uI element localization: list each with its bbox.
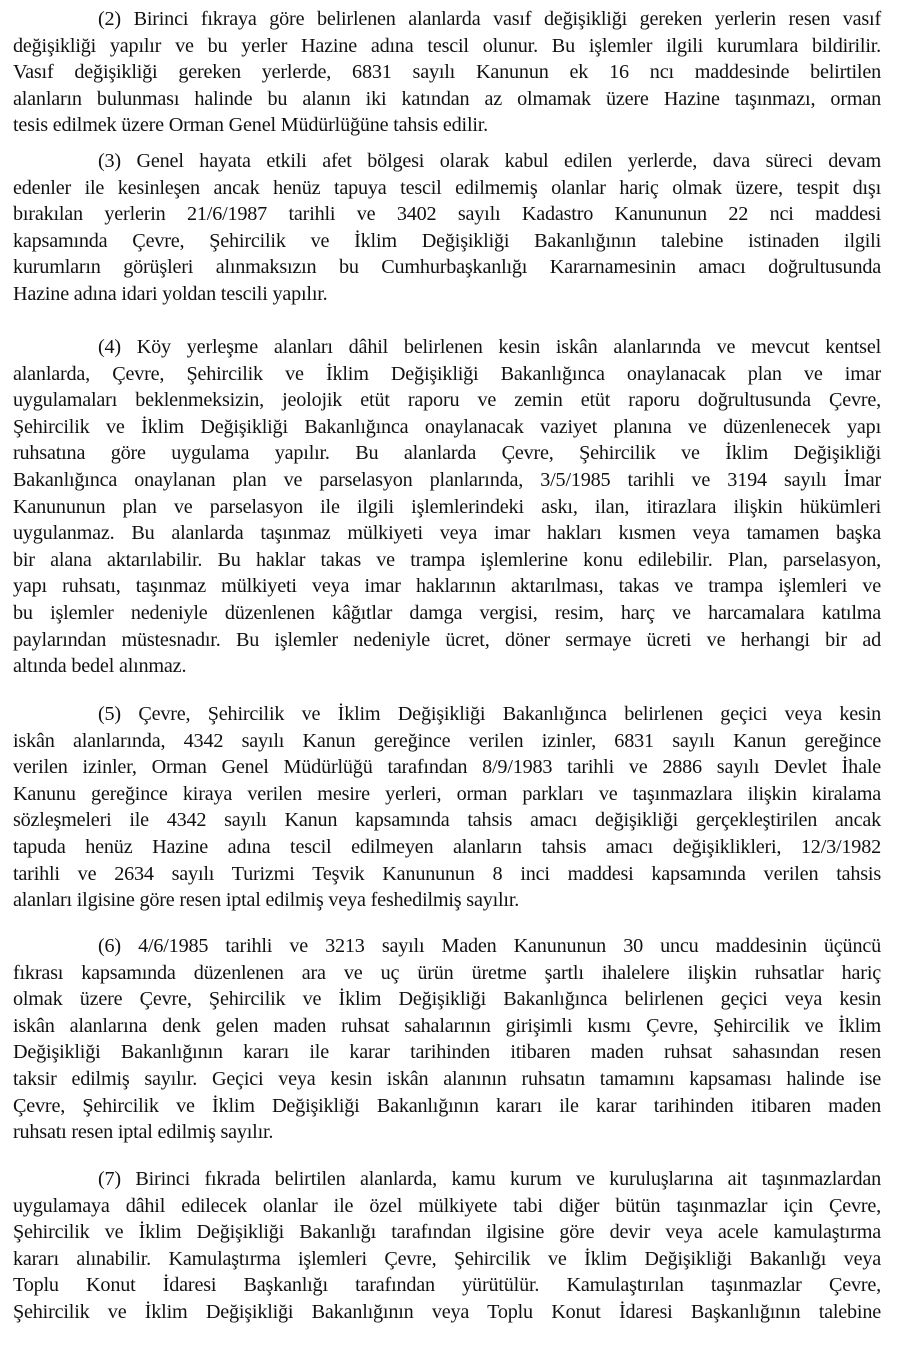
paragraph-2: [13, 6, 881, 139]
paragraph-line: (4) Köy yerleşme alanları dâhil belirlenen kesin iskân alanlarında ve mevcut kentsel: [98, 336, 881, 358]
paragraph-line: bu işlemler nedeniyle düzenlenen kâğıtlar damga vergisi, resim, harç ve harcamalara katılma: [13, 601, 881, 624]
paragraph-6: [13, 933, 881, 1146]
paragraph-line: Kanunu gereğince kiraya verilen mesire yerleri, orman parkları ve taşınmazlara ilişkin kiralama: [13, 782, 881, 805]
paragraph-line: tesis edilmek üzere Orman Genel Müdürlüğüne tahsis edilir.: [13, 114, 489, 137]
paragraph-line: uygulanmaz. Bu alanlarda taşınmaz mülkiyeti veya imar hakları kısmen veya tamamen başka: [13, 522, 881, 545]
paragraph-line: Toplu Konut İdaresi Başkanlığı tarafından yürütülür. Kamulaştırılan taşınmazlar Çevre,: [13, 1274, 881, 1297]
paragraph-line: olmak üzere Çevre, Şehircilik ve İklim Değişikliği Bakanlığınca belirlenen geçici veya kesin: [13, 988, 881, 1011]
paragraph-line: iskân alanlarına denk gelen maden ruhsat sahalarının girişimli kısmı Çevre, Şehircilik ve İklim: [13, 1014, 881, 1037]
paragraph-line: Şehircilik ve İklim Değişikliği Bakanlığı tarafından ilgisine göre devir veya acele kamulaştırma: [13, 1221, 881, 1244]
paragraph-line: (3) Genel hayata etkili afet bölgesi olarak kabul edilen yerlerde, dava süreci devam: [98, 150, 881, 172]
paragraph-line: paylarından müstesnadır. Bu işlemler nedeniyle ücret, döner sermaye ücreti ve herhangi bir ad: [13, 628, 881, 651]
paragraph-5: [13, 701, 881, 914]
paragraph-line: Şehircilik ve İklim Değişikliği Bakanlığınca onaylanacak vaziyet planına ve düzenlenecek yapı: [13, 415, 881, 438]
paragraph-line: uygulamaya dâhil edilecek olanlar ile özel mülkiyete tabi diğer bütün taşınmazlar için Çevre,: [13, 1194, 881, 1217]
paragraph-line: uygulamaları beklenmeksizin, jeolojik etüt raporu ve zemin etüt raporu doğrultusunda Çevre,: [13, 389, 881, 412]
paragraph-4: [13, 334, 881, 680]
paragraph-line: Bakanlığınca onaylanan plan ve parselasyon planlarında, 3/5/1985 tarihli ve 3194 sayılı İmar: [13, 468, 881, 491]
paragraph-7: [13, 1166, 881, 1326]
paragraph-line: altında bedel alınmaz.: [13, 655, 187, 678]
paragraph-line: değişikliği yapılır ve bu yerler Hazine adına tescil olunur. Bu işlemler ilgili kurumlara bildirilir.: [13, 34, 881, 57]
paragraph-line: fıkrası kapsamında düzenlenen ara ve uç ürün üretme şartlı ihalelere ilişkin ruhsatlar hariç: [13, 961, 881, 984]
paragraph-line: Kanununun plan ve parselasyon ile ilgili işlemlerindeki askı, ilan, itirazlara ilişkin hükümleri: [13, 495, 881, 518]
paragraph-3: [13, 148, 881, 308]
paragraph-line: kararı alınabilir. Kamulaştırma işlemleri Çevre, Şehircilik ve İklim Değişikliği Bakanlığı veya: [13, 1247, 881, 1270]
paragraph-line: bırakılan yerlerin 21/6/1987 tarihli ve 3402 sayılı Kadastro Kanununun 22 nci maddesi: [13, 203, 881, 226]
paragraph-line: edenler ile kesinleşen ancak henüz tapuya tescil edilmemiş olanlar hariç olmak üzere, tespit dışı: [13, 176, 881, 199]
paragraph-line: yapı ruhsatı, taşınmaz mülkiyeti veya imar haklarının aktarılması, takas ve trampa işlemleri ve: [13, 575, 881, 598]
paragraph-line: iskân alanlarında, 4342 sayılı Kanun gereğince verilen izinler, 6831 sayılı Kanun gereğince: [13, 729, 881, 752]
paragraph-line: taksir edilmiş sayılır. Geçici veya kesin iskân alanının ruhsatın tamamını kapsaması halinde ise: [13, 1067, 881, 1090]
paragraph-line: Şehircilik ve İklim Değişikliği Bakanlığının veya Toplu Konut İdaresi Başkanlığının talebine: [13, 1300, 881, 1323]
paragraph-line: ruhsatına göre uygulama yapılır. Bu alanlarda Çevre, Şehircilik ve İklim Değişikliği: [13, 442, 881, 465]
paragraph-line: (5) Çevre, Şehircilik ve İklim Değişikliği Bakanlığınca belirlenen geçici veya kesin: [98, 703, 881, 725]
paragraph-line: Çevre, Şehircilik ve İklim Değişikliği Bakanlığının kararı ile karar tarihinden itibaren maden: [13, 1094, 881, 1117]
paragraph-line: (7) Birinci fıkrada belirtilen alanlarda, kamu kurum ve kuruluşlarına ait taşınmazlardan: [98, 1168, 881, 1190]
paragraph-line: kurumların görüşleri alınmaksızın bu Cumhurbaşkanlığı Kararnamesinin amacı doğrultusunda: [13, 256, 881, 279]
paragraph-line: Değişikliği Bakanlığının kararı ile karar tarihinden itibaren maden ruhsat sahasından resen: [13, 1041, 881, 1064]
paragraph-line: alanları ilgisine göre resen iptal edilmiş veya feshedilmiş sayılır.: [13, 889, 520, 912]
paragraph-line: Vasıf değişikliği gereken yerlerde, 6831 sayılı Kanunun ek 16 ncı maddesinde belirtilen: [13, 61, 881, 84]
paragraph-line: verilen izinler, Orman Genel Müdürlüğü tarafından 8/9/1983 tarihli ve 2886 sayılı Devlet İhale: [13, 756, 881, 779]
paragraph-line: sözleşmeleri ile 4342 sayılı Kanun kapsamında tahsis amacı değişikliği gerçekleştirilen ancak: [13, 809, 881, 832]
paragraph-line: alanlarda, Çevre, Şehircilik ve İklim Değişikliği Bakanlığınca onaylanacak plan ve imar: [13, 362, 881, 385]
paragraph-line: alanların bulunması halinde bu alanın iki katından az olmamak üzere Hazine taşınmazı, orman: [13, 87, 881, 110]
paragraph-line: (6) 4/6/1985 tarihli ve 3213 sayılı Maden Kanununun 30 uncu maddesinin üçüncü: [98, 935, 881, 957]
paragraph-line: Hazine adına idari yoldan tescili yapılır.: [13, 282, 328, 305]
paragraph-line: (2) Birinci fıkraya göre belirlenen alanlarda vasıf değişikliği gereken yerlerin resen vasıf: [98, 8, 881, 30]
paragraph-line: bir alana aktarılabilir. Bu haklar takas ve trampa işlemlerine konu edilebilir. Plan, parselasyon,: [13, 548, 881, 571]
paragraph-line: ruhsatı resen iptal edilmiş sayılır.: [13, 1121, 274, 1144]
paragraph-line: tarihli ve 2634 sayılı Turizmi Teşvik Kanununun 8 inci maddesi kapsamında verilen tahsis: [13, 862, 881, 885]
paragraph-line: kapsamında Çevre, Şehircilik ve İklim Değişikliği Bakanlığının talebine istinaden ilgili: [13, 229, 881, 252]
paragraph-line: tapuda henüz Hazine adına tescil edilmeyen alanların tahsis amacı değişiklikleri, 12/3/1982: [13, 835, 881, 858]
